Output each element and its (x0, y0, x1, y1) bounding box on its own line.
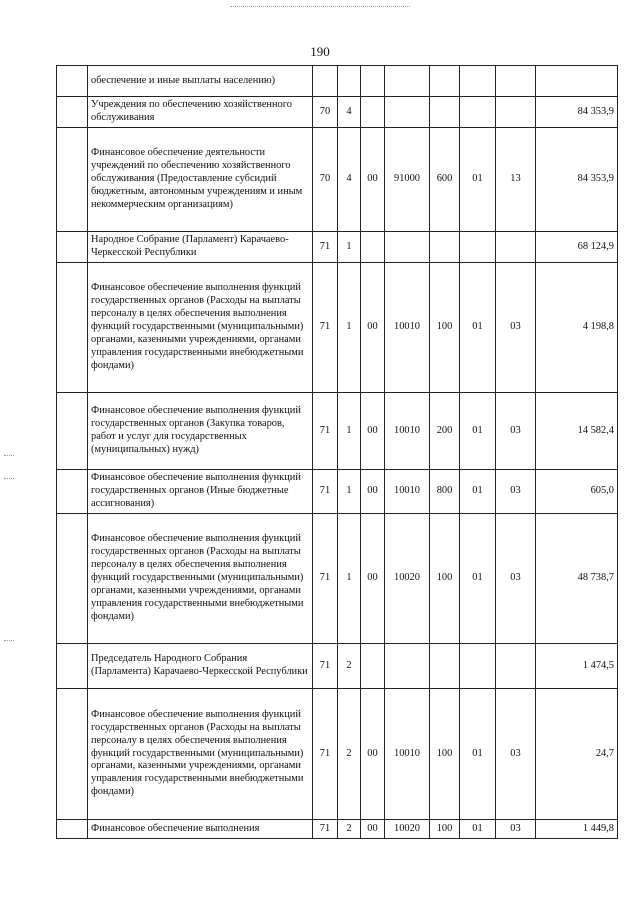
code-cell: 03 (496, 470, 536, 514)
code-cell: 01 (460, 470, 496, 514)
code-cell (496, 644, 536, 689)
code-cell: 100 (430, 514, 460, 644)
amount-cell: 4 198,8 (536, 263, 618, 393)
code-cell: 1 (338, 232, 361, 263)
code-cell: 03 (496, 263, 536, 393)
row-marker-cell (57, 263, 88, 393)
row-marker-cell (57, 128, 88, 232)
code-cell: 10010 (385, 393, 430, 470)
row-name: обеспечение и иные выплаты населению) (88, 66, 313, 97)
code-cell (430, 644, 460, 689)
scan-artifact-line (230, 6, 410, 7)
code-cell: 71 (313, 514, 338, 644)
row-marker-cell (57, 820, 88, 839)
code-cell (385, 97, 430, 128)
amount-cell: 84 353,9 (536, 128, 618, 232)
table-row (57, 644, 618, 689)
code-cell: 01 (460, 689, 496, 820)
row-marker-cell (57, 66, 88, 97)
code-cell (430, 97, 460, 128)
code-cell: 71 (313, 232, 338, 263)
code-cell (460, 66, 496, 97)
table-row (57, 393, 618, 470)
table-row (57, 470, 618, 514)
table-row (57, 232, 618, 263)
code-cell: 00 (361, 263, 385, 393)
code-cell (338, 66, 361, 97)
code-cell: 2 (338, 689, 361, 820)
code-cell (496, 66, 536, 97)
row-name: Финансовое обеспечение выполнения функций государственных органов (Иные бюджетные ассигнования) (88, 470, 313, 514)
table-row (57, 689, 618, 820)
code-cell: 01 (460, 263, 496, 393)
code-cell: 10010 (385, 263, 430, 393)
code-cell: 71 (313, 393, 338, 470)
code-cell (361, 644, 385, 689)
code-cell (313, 66, 338, 97)
code-cell: 71 (313, 470, 338, 514)
code-cell: 100 (430, 820, 460, 839)
code-cell: 100 (430, 263, 460, 393)
code-cell: 1 (338, 514, 361, 644)
amount-cell: 48 738,7 (536, 514, 618, 644)
code-cell: 03 (496, 689, 536, 820)
code-cell: 00 (361, 820, 385, 839)
row-name: Финансовое обеспечение выполнения функций государственных органов (Закупка товаров, работ и услуг для государственных (муниципальных) нужд) (88, 393, 313, 470)
budget-table (56, 65, 618, 839)
code-cell: 1 (338, 263, 361, 393)
code-cell: 03 (496, 514, 536, 644)
code-cell: 10020 (385, 514, 430, 644)
code-cell: 01 (460, 128, 496, 232)
code-cell: 4 (338, 128, 361, 232)
code-cell (460, 644, 496, 689)
row-name: Народное Собрание (Парламент) Карачаево-Черкесской Республики (88, 232, 313, 263)
code-cell: 10020 (385, 820, 430, 839)
scan-edge-mark (4, 640, 14, 641)
code-cell: 70 (313, 97, 338, 128)
row-marker-cell (57, 470, 88, 514)
page-number: 190 (310, 44, 330, 59)
code-cell: 01 (460, 393, 496, 470)
code-cell: 71 (313, 689, 338, 820)
code-cell: 01 (460, 820, 496, 839)
table-row (57, 66, 618, 97)
row-marker-cell (57, 97, 88, 128)
code-cell (385, 232, 430, 263)
code-cell: 00 (361, 689, 385, 820)
amount-cell: 1 449,8 (536, 820, 618, 839)
code-cell: 100 (430, 689, 460, 820)
code-cell (361, 97, 385, 128)
row-marker-cell (57, 514, 88, 644)
row-name: Финансовое обеспечение выполнения (88, 820, 313, 839)
amount-cell: 24,7 (536, 689, 618, 820)
row-name: Финансовое обеспечение выполнения функций государственных органов (Расходы на выплаты персоналу в целях обеспечения выполнения функций государственными (муниципальными) органами, казенными учреждениями, органами управления государственными внебюджетными фондами) (88, 514, 313, 644)
code-cell: 1 (338, 470, 361, 514)
code-cell: 1 (338, 393, 361, 470)
code-cell (496, 97, 536, 128)
code-cell (430, 232, 460, 263)
amount-cell: 605,0 (536, 470, 618, 514)
code-cell (385, 644, 430, 689)
row-name: Финансовое обеспечение выполнения функций государственных органов (Расходы на выплаты персоналу в целях обеспечения выполнения функций государственными (муниципальными) органами, казенными учреждениями, органами управления государственными внебюджетными фондами) (88, 263, 313, 393)
code-cell: 03 (496, 393, 536, 470)
code-cell (460, 232, 496, 263)
table-row (57, 97, 618, 128)
row-name: Председатель Народного Собрания (Парламента) Карачаево-Черкесской Республики (88, 644, 313, 689)
code-cell (385, 66, 430, 97)
row-marker-cell (57, 644, 88, 689)
code-cell: 10010 (385, 470, 430, 514)
table-row (57, 514, 618, 644)
code-cell: 00 (361, 470, 385, 514)
code-cell: 10010 (385, 689, 430, 820)
code-cell: 70 (313, 128, 338, 232)
code-cell: 91000 (385, 128, 430, 232)
code-cell: 800 (430, 470, 460, 514)
code-cell (460, 97, 496, 128)
code-cell: 01 (460, 514, 496, 644)
code-cell (430, 66, 460, 97)
code-cell (496, 232, 536, 263)
row-name: Финансовое обеспечение выполнения функций государственных органов (Расходы на выплаты персоналу в целях обеспечения выполнения функций государственными (муниципальными) органами, казенными учреждениями, органами управления государственными внебюджетными фондами) (88, 689, 313, 820)
code-cell (361, 232, 385, 263)
row-name: Учреждения по обеспечению хозяйственного обслуживания (88, 97, 313, 128)
amount-cell: 84 353,9 (536, 97, 618, 128)
row-marker-cell (57, 393, 88, 470)
code-cell: 4 (338, 97, 361, 128)
code-cell: 2 (338, 820, 361, 839)
code-cell (361, 66, 385, 97)
amount-cell: 14 582,4 (536, 393, 618, 470)
row-marker-cell (57, 689, 88, 820)
scan-edge-mark (4, 455, 14, 456)
code-cell: 71 (313, 644, 338, 689)
code-cell: 2 (338, 644, 361, 689)
amount-cell: 1 474,5 (536, 644, 618, 689)
code-cell: 71 (313, 820, 338, 839)
code-cell: 00 (361, 393, 385, 470)
code-cell: 71 (313, 263, 338, 393)
table-row (57, 820, 618, 839)
code-cell: 00 (361, 514, 385, 644)
amount-cell: 68 124,9 (536, 232, 618, 263)
row-name: Финансовое обеспечение деятельности учреждений по обеспечению хозяйственного обслуживания (Предоставление субсидий бюджетным, автономным учреждениям и иным некоммерческим организациям) (88, 128, 313, 232)
code-cell: 13 (496, 128, 536, 232)
table-row (57, 128, 618, 232)
amount-cell (536, 66, 618, 97)
code-cell: 200 (430, 393, 460, 470)
code-cell: 03 (496, 820, 536, 839)
code-cell: 600 (430, 128, 460, 232)
table-row (57, 263, 618, 393)
code-cell: 00 (361, 128, 385, 232)
scan-edge-mark (4, 478, 14, 479)
row-marker-cell (57, 232, 88, 263)
